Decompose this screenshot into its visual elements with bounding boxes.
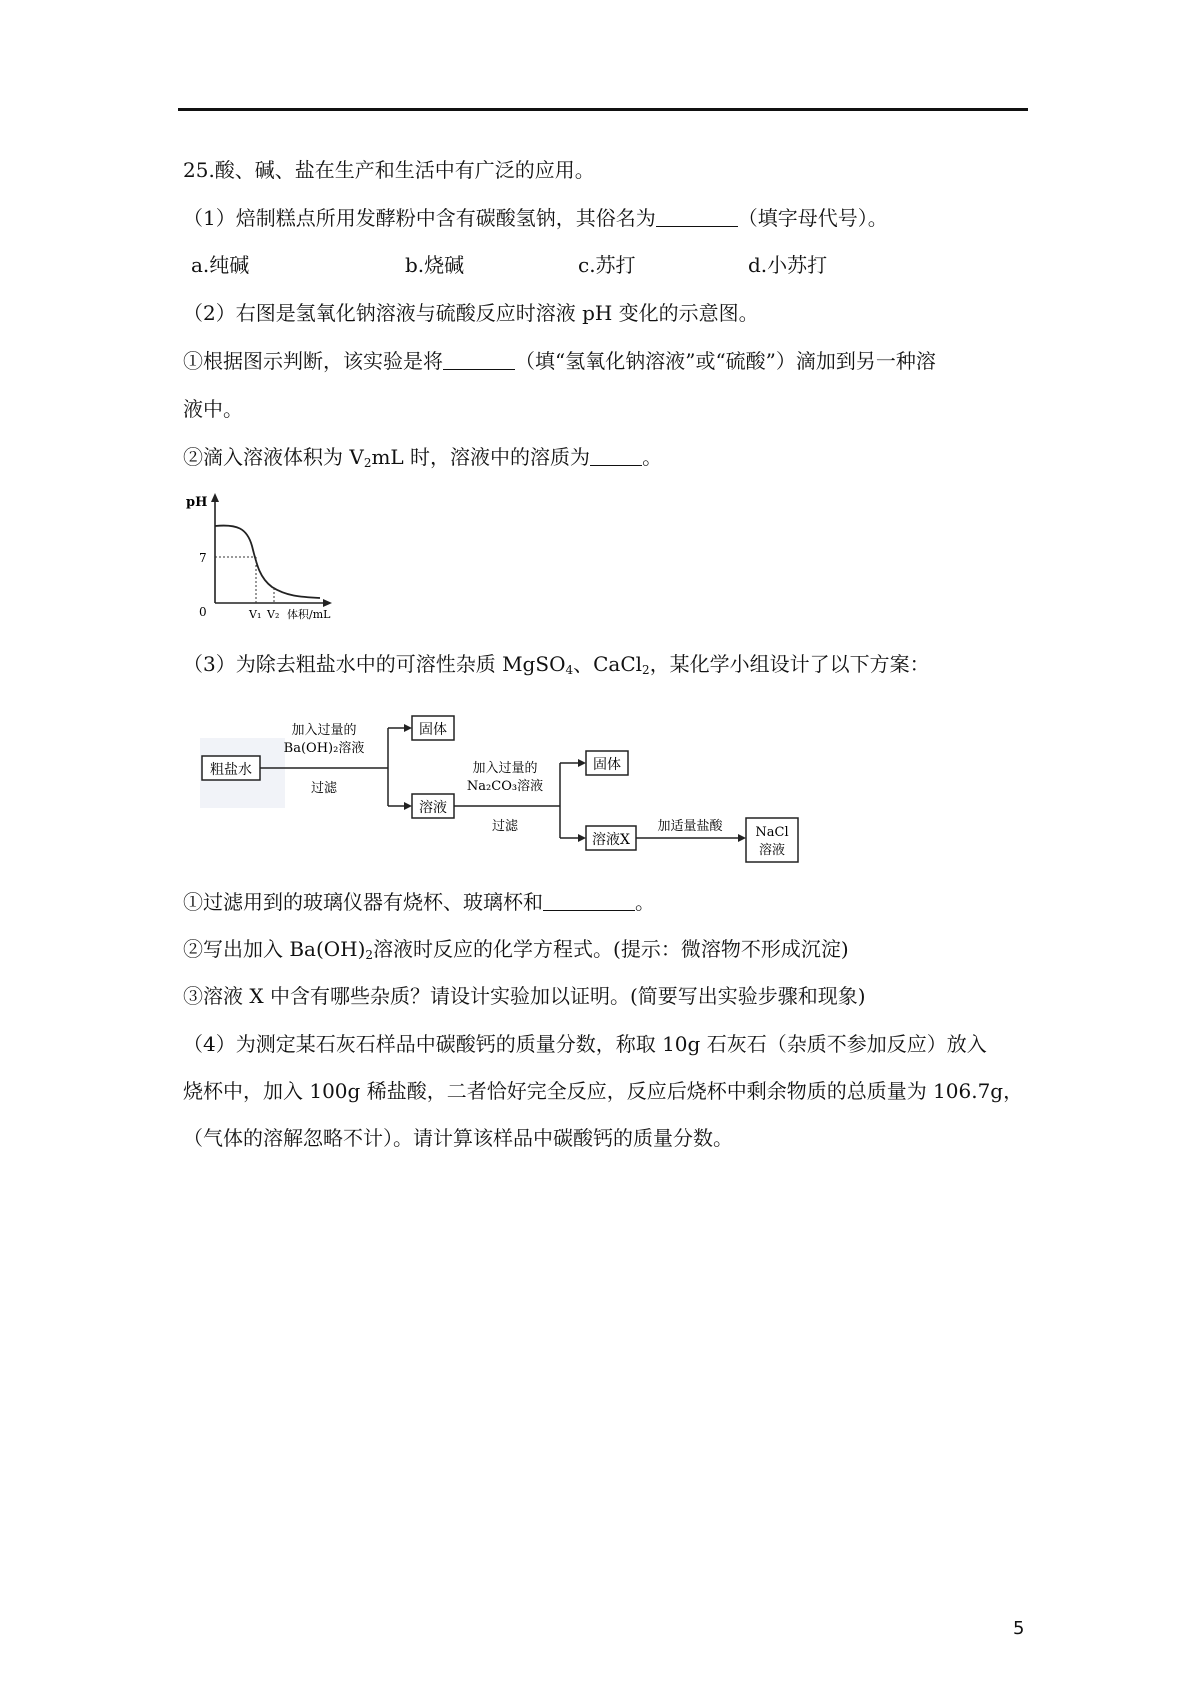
ph-label: pH	[186, 495, 208, 510]
arrow-head	[578, 834, 586, 842]
arrow-head	[404, 724, 412, 732]
x-axis-arrow	[323, 599, 332, 607]
svg-text:Ba(OH)₂溶液: Ba(OH)₂溶液	[283, 741, 365, 756]
svg-text:溶液X: 溶液X	[592, 832, 630, 848]
answer-blank[interactable]	[443, 351, 515, 370]
svg-text:溶液: 溶液	[758, 843, 786, 858]
part4-line3: （气体的溶解忽略不计）。请计算该样品中碳酸钙的质量分数。	[183, 1126, 733, 1150]
svg-text:Na₂CO₃溶液: Na₂CO₃溶液	[466, 779, 544, 794]
origin-label: 0	[199, 605, 207, 619]
part3-intro: （3）为除去粗盐水中的可溶性杂质 MgSO$_4$、CaCl$_2$，某化学小组设计了以下方案：	[183, 652, 930, 677]
part4-line2: 烧杯中，加入 100g 稀盐酸，二者恰好完全反应，反应后烧杯中剩余物质的总质量为 106.7g，	[183, 1079, 1024, 1103]
x-axis-label: 体积/mL	[287, 608, 331, 620]
y-axis-arrow	[211, 493, 219, 502]
svg-text:加入过量的: 加入过量的	[291, 723, 357, 738]
option-b: b.烧碱	[405, 253, 465, 277]
answer-blank[interactable]	[590, 447, 642, 466]
arrow-head	[578, 759, 586, 767]
part1-question: （1）焙制糕点所用发酵粉中含有碳酸氢钠，其俗名为 （填字母代号）。	[183, 206, 888, 230]
ph-graph	[182, 490, 342, 620]
part4-line1: （4）为测定某石灰石样品中碳酸钙的质量分数，称取 10g 石灰石（杂质不参加反应）放入	[183, 1032, 987, 1056]
arrow-head	[404, 802, 412, 810]
svg-text:过滤: 过滤	[491, 819, 519, 834]
part2-intro: （2）右图是氢氧化钠溶液与硫酸反应时溶液 pH 变化的示意图。	[183, 301, 759, 325]
option-d: d.小苏打	[748, 253, 828, 277]
option-c: c.苏打	[578, 253, 636, 277]
v2-label: V₂	[267, 608, 280, 620]
part3-q3: ③溶液 X 中含有哪些杂质？请设计实验加以证明。(简要写出实验步骤和现象)	[183, 984, 866, 1008]
answer-blank[interactable]	[543, 892, 635, 911]
part3-q1: ①过滤用到的玻璃仪器有烧杯、玻璃杯和 。	[183, 890, 655, 914]
ph7-label: 7	[199, 551, 207, 565]
svg-text:固体: 固体	[419, 722, 447, 738]
part2-q1: ①根据图示判断，该实验是将 （填“氢氧化钠溶液”或“硫酸”）滴加到另一种溶	[183, 349, 936, 373]
question-title: 25.酸、碱、盐在生产和生活中有广泛的应用。	[183, 158, 595, 182]
svg-text:加适量盐酸: 加适量盐酸	[657, 819, 723, 834]
svg-text:加入过量的: 加入过量的	[472, 761, 538, 776]
part2-q2: ②滴入溶液体积为 $V_2mL$ 时，溶液中的溶质为 。	[183, 445, 663, 470]
ph-curve	[215, 526, 320, 598]
page-number: 5	[1013, 1618, 1025, 1639]
part3-q2: ②写出加入 $Ba(OH)_2$溶液时反应的化学方程式。(提示：微溶物不形成沉淀)	[183, 937, 849, 962]
header-rule	[178, 108, 1028, 111]
svg-text:粗盐水: 粗盐水	[210, 762, 252, 778]
svg-text:固体: 固体	[593, 757, 621, 773]
v1-label: V₁	[249, 608, 262, 620]
svg-text:过滤: 过滤	[310, 781, 338, 796]
part1-options	[183, 252, 828, 278]
option-a: a.纯碱	[191, 253, 250, 277]
svg-text:NaCl: NaCl	[755, 825, 789, 840]
svg-text:溶液: 溶液	[419, 800, 447, 816]
part2-q1-cont: 液中。	[183, 397, 243, 421]
answer-blank[interactable]	[656, 208, 738, 227]
arrow-head	[738, 834, 746, 842]
purification-flow	[200, 708, 840, 868]
